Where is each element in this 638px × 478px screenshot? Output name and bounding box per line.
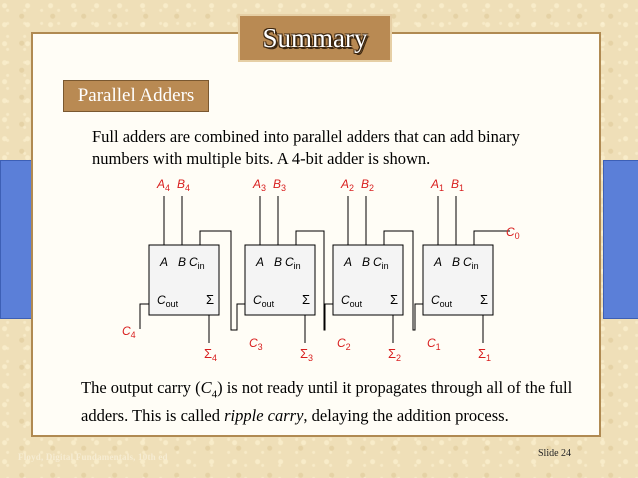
block-1-pin-cout: $C_{out}$ xyxy=(431,293,453,309)
block-1-pin-cin: $C_{in}$ xyxy=(463,255,479,271)
block-3-pin-cout: $C_{out}$ xyxy=(253,293,275,309)
label-sum2: $\Sigma_2$ xyxy=(388,346,402,363)
label-a1: $A_1$ xyxy=(431,177,445,193)
block-4-pin-cin: $C_{in}$ xyxy=(189,255,205,271)
label-a3: $A_3$ xyxy=(253,177,267,193)
slide-number: Slide 24 xyxy=(538,448,572,459)
label-c1: $C_1$ xyxy=(427,336,441,352)
label-sum4: $\Sigma_4$ xyxy=(204,346,218,363)
footer-credit: Floyd, Digital Fundamentals, 10th ed xyxy=(18,452,168,462)
block-2-pin-a: A xyxy=(344,255,353,269)
label-sum3: $\Sigma_3$ xyxy=(300,346,314,363)
block-3-pin-cin: $C_{in}$ xyxy=(285,255,301,271)
block-3-pin-b: B xyxy=(274,255,283,269)
outro-text-2: ) is not ready until it propagates through all of the full adders. This is called xyxy=(81,378,573,426)
label-a4: $A_4$ xyxy=(157,177,171,193)
block-2-pin-b: B xyxy=(362,255,371,269)
block-1-pin-a: A xyxy=(434,255,443,269)
intro-paragraph: Full adders are combined into parallel adders that can add binary numbers with multiple bits. A 4-bit adder is shown. xyxy=(92,127,520,168)
block-1-pin-b: B xyxy=(452,255,461,269)
outro-text-3: , delaying the addition process. xyxy=(303,406,509,426)
block-4-pin-b: B xyxy=(178,255,187,269)
block-2-pin-cin: $C_{in}$ xyxy=(373,255,389,271)
label-b2: $B_2$ xyxy=(361,177,375,193)
block-2-pin-cout: $C_{out}$ xyxy=(341,293,363,309)
outro-text-1: The output carry ( xyxy=(81,378,201,397)
outro-paragraph xyxy=(81,377,591,427)
block-4-pin-a: A xyxy=(160,255,169,269)
label-c4: $C_4$ xyxy=(122,324,136,340)
wire-c0 xyxy=(474,231,510,245)
block-4-pin-sum: Σ xyxy=(206,292,215,307)
label-a2: $A_2$ xyxy=(341,177,355,193)
section-tag-label: Parallel Adders xyxy=(77,85,195,106)
label-b3: $B_3$ xyxy=(273,177,287,193)
label-c0: $C_0$ xyxy=(506,225,520,241)
block-3-pin-sum: Σ xyxy=(302,292,311,307)
label-c2: $C_2$ xyxy=(337,336,351,352)
outro-ripple-carry: ripple carry xyxy=(224,406,304,426)
wire-c4 xyxy=(140,304,149,329)
outro-c4-var: C xyxy=(200,378,212,397)
outro-c4-sub: 4 xyxy=(211,388,218,401)
block-1-pin-sum: Σ xyxy=(480,292,489,307)
label-c3: $C_3$ xyxy=(249,336,263,352)
block-4-pin-cout: $C_{out}$ xyxy=(157,293,179,309)
label-sum1: $\Sigma_1$ xyxy=(478,346,492,363)
slide-title: Summary xyxy=(262,22,368,53)
label-b4: $B_4$ xyxy=(177,177,191,193)
label-b1: $B_1$ xyxy=(451,177,465,193)
block-2-pin-sum: Σ xyxy=(390,292,399,307)
block-3-pin-a: A xyxy=(256,255,265,269)
